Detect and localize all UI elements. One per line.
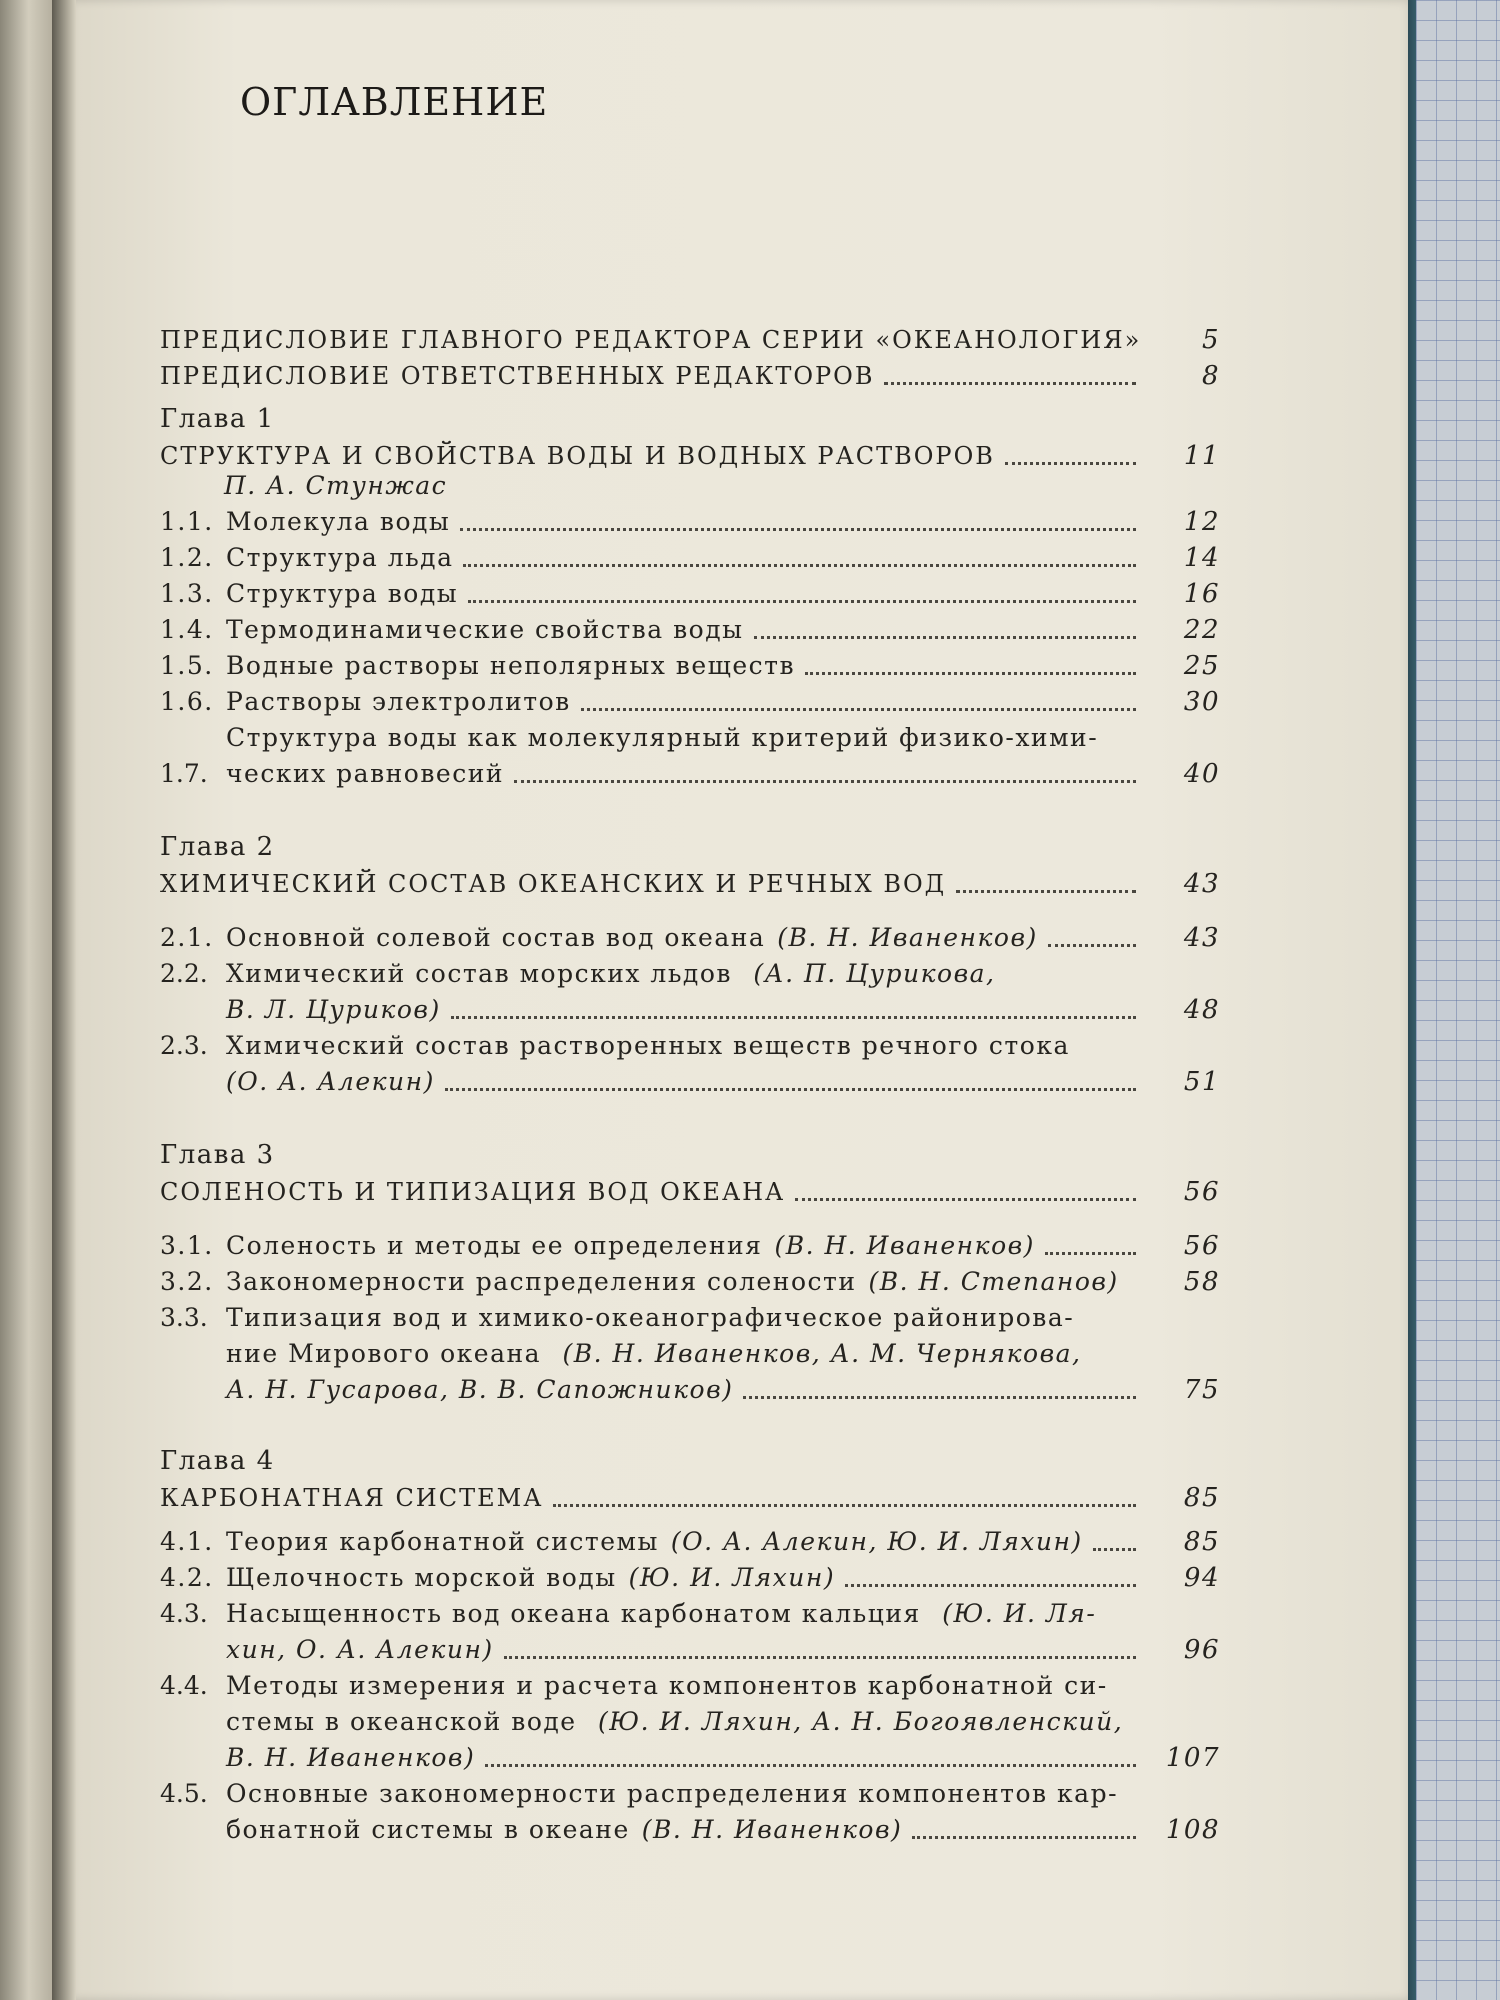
section-author: (В. Н. Иваненков) bbox=[774, 1231, 1035, 1260]
entry-title: ПРЕДИСЛОВИЕ ГЛАВНОГО РЕДАКТОРА СЕРИИ «ОКЕАНОЛОГИЯ» bbox=[160, 326, 1142, 354]
leader-dots bbox=[504, 1656, 1136, 1659]
toc-entry-1-6[interactable] bbox=[160, 684, 1220, 720]
leader-dots bbox=[743, 1396, 1136, 1399]
leader-dots bbox=[754, 636, 1136, 639]
section-title-line: Типизация вод и химико-океанографическое районирова- bbox=[226, 1303, 1075, 1332]
section-author: хин, О. А. Алекин) bbox=[226, 1635, 494, 1664]
entry-page: 11 bbox=[1183, 441, 1220, 471]
leader-dots bbox=[956, 890, 1136, 893]
section-number: 4.1. bbox=[160, 1527, 214, 1556]
entry-page: 8 bbox=[1201, 361, 1220, 391]
entry-page: 56 bbox=[1183, 1177, 1220, 1207]
section-number: 4.4. bbox=[160, 1671, 208, 1700]
section-title: Термодинамические свойства воды bbox=[226, 615, 744, 644]
leader-dots bbox=[451, 1016, 1136, 1019]
section-title-line: стемы в океанской воде bbox=[226, 1707, 577, 1736]
toc-entry-4-1[interactable] bbox=[160, 1524, 1220, 1560]
entry-page: 25 bbox=[1183, 651, 1220, 681]
toc-entry-preface-editors[interactable] bbox=[160, 358, 1220, 394]
section-title-line: Химический состав растворенных веществ речного стока bbox=[226, 1031, 1070, 1060]
toc-entry-4-2[interactable] bbox=[160, 1560, 1220, 1596]
toc-entry-2-2[interactable] bbox=[160, 956, 1220, 1028]
section-number: 2.1. bbox=[160, 923, 214, 952]
section-title: Структура воды bbox=[226, 579, 459, 608]
leader-dots bbox=[485, 1764, 1136, 1767]
section-number: 3.3. bbox=[160, 1303, 208, 1332]
entry-page: 30 bbox=[1183, 687, 1220, 717]
section-title-line: Насыщенность вод океана карбонатом кальция bbox=[226, 1599, 921, 1628]
entry-page: 85 bbox=[1183, 1483, 1220, 1513]
section-author: (О. А. Алекин, Ю. И. Ляхин) bbox=[670, 1527, 1083, 1556]
chapter-label: Глава 3 bbox=[160, 1140, 275, 1170]
section-author: В. Н. Иваненков) bbox=[226, 1743, 476, 1772]
section-author: (Ю. И. Ля- bbox=[942, 1599, 1097, 1628]
toc-entry-3-3[interactable] bbox=[160, 1300, 1220, 1408]
leader-dots bbox=[805, 672, 1136, 675]
section-title-line: Методы измерения и расчета компонентов карбонатной си- bbox=[226, 1671, 1108, 1700]
entry-page: 85 bbox=[1183, 1527, 1220, 1557]
section-author: (В. Н. Иваненков, А. М. Чернякова, bbox=[562, 1339, 1082, 1368]
section-title: Молекула воды bbox=[226, 507, 451, 536]
chapter-title: КАРБОНАТНАЯ СИСТЕМА bbox=[160, 1484, 544, 1512]
section-title-line: Основные закономерности распределения компонентов кар- bbox=[226, 1779, 1119, 1808]
section-number: 1.1. bbox=[160, 507, 214, 536]
leader-dots bbox=[463, 564, 1136, 567]
entry-page: 43 bbox=[1183, 923, 1220, 953]
entry-page: 16 bbox=[1183, 579, 1220, 609]
toc-entry-3-2[interactable] bbox=[160, 1264, 1220, 1300]
entry-page: 107 bbox=[1165, 1743, 1220, 1773]
section-title: Соленость и методы ее определения bbox=[226, 1231, 763, 1260]
chapter-label: Глава 4 bbox=[160, 1446, 275, 1476]
entry-page: 56 bbox=[1183, 1231, 1220, 1261]
chapter-title: СОЛЕНОСТЬ И ТИПИЗАЦИЯ ВОД ОКЕАНА bbox=[160, 1178, 786, 1206]
toc-entry-4-3[interactable] bbox=[160, 1596, 1220, 1668]
chapter-title: ХИМИЧЕСКИЙ СОСТАВ ОКЕАНСКИХ И РЕЧНЫХ ВОД bbox=[160, 870, 947, 898]
section-author: (В. Н. Иваненков) bbox=[777, 923, 1038, 952]
entry-page: 94 bbox=[1183, 1563, 1220, 1593]
leader-dots bbox=[1093, 1548, 1136, 1551]
toc-entry-preface-editor-in-chief[interactable] bbox=[160, 322, 1220, 358]
section-number: 1.3. bbox=[160, 579, 214, 608]
section-number: 1.6. bbox=[160, 687, 214, 716]
section-author: (Ю. И. Ляхин, А. Н. Богоявленский, bbox=[598, 1707, 1124, 1736]
leader-dots bbox=[445, 1088, 1136, 1091]
section-number: 1.4. bbox=[160, 615, 214, 644]
toc-entry-chapter-4[interactable] bbox=[160, 1480, 1220, 1516]
leader-dots bbox=[884, 382, 1136, 385]
page-title: ОГЛАВЛЕНИЕ bbox=[240, 80, 549, 124]
leader-dots bbox=[460, 528, 1136, 531]
section-author: А. Н. Гусарова, В. В. Сапожников) bbox=[226, 1375, 734, 1404]
section-author: (В. Н. Степанов) bbox=[868, 1267, 1119, 1296]
leader-dots bbox=[581, 708, 1136, 711]
toc-entry-4-5[interactable] bbox=[160, 1776, 1220, 1848]
section-author: (О. А. Алекин) bbox=[226, 1067, 435, 1096]
section-author: (Ю. И. Ляхин) bbox=[628, 1563, 836, 1592]
toc-entry-1-7[interactable] bbox=[160, 720, 1220, 792]
facing-page-edge bbox=[0, 0, 52, 2000]
toc-entry-1-2[interactable] bbox=[160, 540, 1220, 576]
section-title: Щелочность морской воды bbox=[226, 1563, 617, 1592]
section-number: 3.1. bbox=[160, 1231, 214, 1260]
entry-page: 108 bbox=[1165, 1815, 1220, 1845]
chapter-label: Глава 2 bbox=[160, 832, 275, 862]
leader-dots bbox=[795, 1198, 1136, 1201]
section-author: В. Л. Цуриков) bbox=[226, 995, 441, 1024]
section-number: 2.3. bbox=[160, 1031, 208, 1060]
section-title: Растворы электролитов bbox=[226, 687, 571, 716]
section-number: 4.3. bbox=[160, 1599, 208, 1628]
leader-dots bbox=[1048, 944, 1136, 947]
section-author: (В. Н. Иваненков) bbox=[641, 1815, 903, 1844]
leader-dots bbox=[912, 1836, 1136, 1839]
section-number: 3.2. bbox=[160, 1267, 214, 1296]
toc-entry-1-3[interactable] bbox=[160, 576, 1220, 612]
toc-entry-1-4[interactable] bbox=[160, 612, 1220, 648]
leader-dots bbox=[514, 780, 1136, 783]
entry-page: 5 bbox=[1201, 325, 1220, 355]
section-title-line: бонатной системы в океане bbox=[226, 1815, 630, 1844]
section-number: 2.2. bbox=[160, 959, 208, 988]
leader-dots bbox=[553, 1504, 1136, 1507]
section-title-line: ние Мирового океана bbox=[226, 1339, 542, 1368]
section-number: 1.7. bbox=[160, 759, 208, 788]
entry-page: 48 bbox=[1183, 995, 1220, 1025]
toc-entry-3-1[interactable] bbox=[160, 1228, 1220, 1264]
grid-mat-background bbox=[1416, 0, 1500, 2000]
table-of-contents bbox=[160, 322, 1220, 1848]
entry-page: 75 bbox=[1183, 1375, 1220, 1405]
section-number: 4.2. bbox=[160, 1563, 214, 1592]
toc-entry-1-1[interactable] bbox=[160, 504, 1220, 540]
section-title-line: Химический состав морских льдов bbox=[226, 959, 732, 988]
toc-entry-1-5[interactable] bbox=[160, 648, 1220, 684]
section-title: Закономерности распределения солености bbox=[226, 1267, 857, 1296]
entry-page: 51 bbox=[1183, 1067, 1220, 1097]
leader-dots bbox=[1045, 1252, 1136, 1255]
toc-entry-chapter-2[interactable] bbox=[160, 866, 1220, 902]
leader-dots bbox=[1005, 462, 1136, 465]
section-title: Структура льда bbox=[226, 543, 454, 572]
toc-entry-2-3[interactable] bbox=[160, 1028, 1220, 1100]
chapter-author: П. А. Стунжас bbox=[224, 471, 448, 500]
section-number: 1.2. bbox=[160, 543, 214, 572]
book-gutter bbox=[52, 0, 76, 2000]
section-author: (А. П. Цурикова, bbox=[753, 959, 996, 988]
section-number: 1.5. bbox=[160, 651, 214, 680]
chapter-title: СТРУКТУРА И СВОЙСТВА ВОДЫ И ВОДНЫХ РАСТВОРОВ bbox=[160, 442, 995, 470]
section-title-line: ческих равновесий bbox=[226, 759, 505, 788]
entry-page: 58 bbox=[1183, 1267, 1220, 1297]
toc-entry-4-4[interactable] bbox=[160, 1668, 1220, 1776]
leader-dots bbox=[845, 1584, 1136, 1587]
chapter-label: Глава 1 bbox=[160, 404, 275, 434]
section-title: Основной солевой состав вод океана bbox=[226, 923, 766, 952]
toc-entry-chapter-3[interactable] bbox=[160, 1174, 1220, 1210]
entry-page: 22 bbox=[1183, 615, 1220, 645]
section-title-line: Структура воды как молекулярный критерий физико-хими- bbox=[226, 723, 1099, 752]
section-title: Водные растворы неполярных веществ bbox=[226, 651, 796, 680]
entry-page: 14 bbox=[1183, 543, 1220, 573]
entry-page: 12 bbox=[1183, 507, 1220, 537]
entry-title: ПРЕДИСЛОВИЕ ОТВЕТСТВЕННЫХ РЕДАКТОРОВ bbox=[160, 362, 875, 390]
section-title: Теория карбонатной системы bbox=[226, 1527, 659, 1556]
entry-page: 43 bbox=[1183, 869, 1220, 899]
entry-page: 96 bbox=[1183, 1635, 1220, 1665]
entry-page: 40 bbox=[1183, 759, 1220, 789]
toc-entry-2-1[interactable] bbox=[160, 920, 1220, 956]
leader-dots bbox=[468, 600, 1136, 603]
section-number: 4.5. bbox=[160, 1779, 208, 1808]
